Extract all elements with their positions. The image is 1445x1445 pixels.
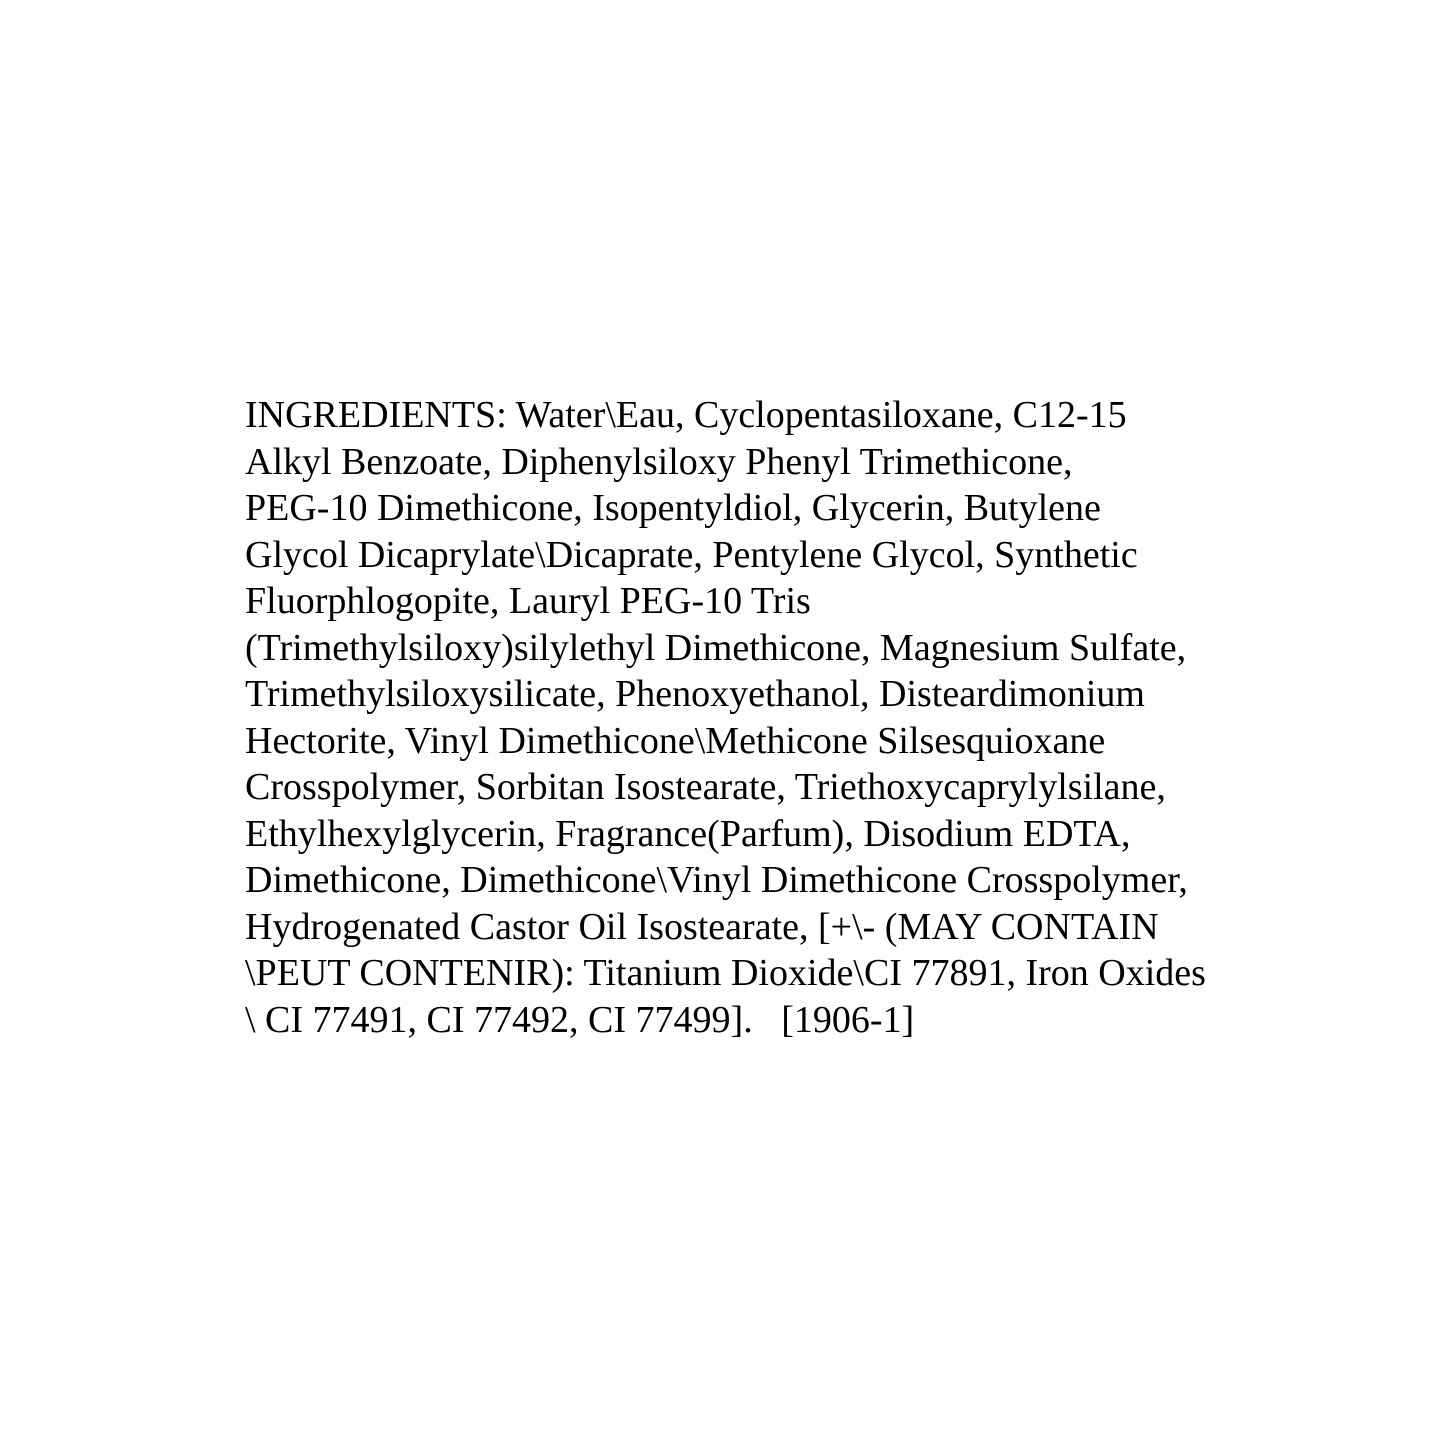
ingredients-line: Crosspolymer, Sorbitan Isostearate, Triethoxycaprylylsilane,: [245, 766, 1166, 808]
ingredients-line: \ CI 77491, CI 77492, CI 77499]. [1906-1]: [245, 998, 915, 1041]
ingredients-line: Dimethicone, Dimethicone\Vinyl Dimethicone Crosspolymer,: [245, 859, 1188, 901]
ingredients-line: Hectorite, Vinyl Dimethicone\Methicone Silsesquioxane: [245, 719, 1106, 762]
ingredients-line: Hydrogenated Castor Oil Isostearate, [+\- (MAY CONTAIN: [245, 905, 1159, 948]
ingredients-line: Trimethylsiloxysilicate, Phenoxyethanol, Disteardimonium: [245, 673, 1145, 715]
ingredients-line: Alkyl Benzoate, Diphenylsiloxy Phenyl Trimethicone,: [245, 440, 1073, 483]
ingredients-line: \PEUT CONTENIR): Titanium Dioxide\CI 77891, Iron Oxides: [245, 952, 1206, 994]
ingredients-line: (Trimethylsiloxy)silylethyl Dimethicone, Magnesium Sulfate,: [245, 626, 1187, 669]
ingredients-text-block: [245, 392, 1255, 1043]
ingredients-line: Glycol Dicaprylate\Dicaprate, Pentylene Glycol, Synthetic: [245, 533, 1138, 576]
ingredients-line: Fluorphlogopite, Lauryl PEG-10 Tris: [245, 580, 811, 622]
ingredients-line: INGREDIENTS: Water\Eau, Cyclopentasiloxane, C12-15: [245, 394, 1127, 436]
ingredients-line: PEG-10 Dimethicone, Isopentyldiol, Glycerin, Butylene: [245, 487, 1101, 529]
ingredients-line: Ethylhexylglycerin, Fragrance(Parfum), Disodium EDTA,: [245, 812, 1131, 855]
